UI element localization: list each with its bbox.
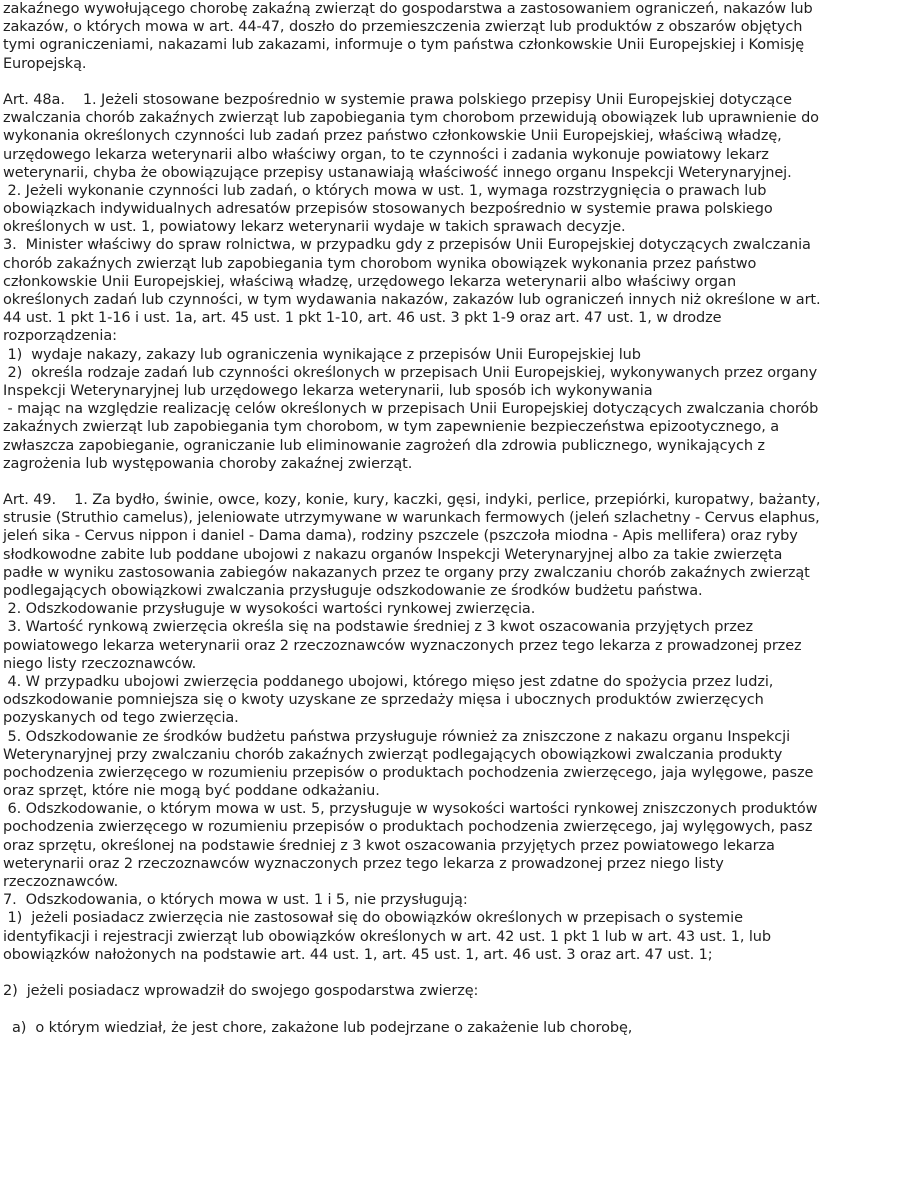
text-line: 7. Odszkodowania, o których mowa w ust. 1 i 5, nie przysługują:: [3, 892, 468, 909]
text-line: odszkodowanie pomniejsza się o kwoty uzyskane ze sprzedaży mięsa i ubocznych produktów zwierzęcych: [3, 692, 764, 709]
text-line: zakaźnego wywołującego chorobę zakaźną zwierząt do gospodarstwa a zastosowaniem ograniczeń, nakazów lub: [3, 1, 813, 17]
text-line: 3. Minister właściwy do spraw rolnictwa, w przypadku gdy z przepisów Unii Europejskiej dotyczących zwalczania: [3, 237, 811, 254]
text-line: rozporządzenia:: [3, 328, 117, 345]
text-line: 2. Odszkodowanie przysługuje w wysokości wartości rynkowej zwierzęcia.: [3, 601, 536, 618]
text-line: obowiązków nałożonych na podstawie art. 44 ust. 1, art. 45 ust. 1, art. 46 ust. 3 oraz art. 47 ust. 1;: [3, 946, 713, 963]
text-line: określonych zadań lub czynności, w tym wydawania nakazów, zakazów lub ograniczeń innych niż określone w art.: [3, 292, 821, 308]
text-line: weterynarii, chyba że obowiązujące przepisy ustanawiają właściwość innego organu Inspekcji Weterynaryjnej.: [3, 164, 792, 181]
text-line: Europejską.: [3, 55, 87, 72]
blank-line: [3, 1000, 916, 1018]
text-line: pozyskanych od tego zwierzęcia.: [3, 710, 239, 727]
blank-line: [3, 473, 916, 491]
text-line: powiatowego lekarza weterynarii oraz 2 rzeczoznawców wyznaczonych przez tego lekarza z prowadzonej przez: [3, 637, 802, 654]
text-line: wykonania określonych czynności lub zadań przez państwo członkowskie Unii Europejskiej, właściwą władzę,: [3, 128, 782, 145]
text-line: 2) określa rodzaje zadań lub czynności określonych w przepisach Unii Europejskiej, wykonywanych przez organy: [3, 364, 818, 381]
text-line: strusie (Struthio camelus), jeleniowate utrzymywane w warunkach fermowych (jeleń szlachetny - Cervus elaphus,: [3, 510, 820, 527]
text-line: urzędowego lekarza weterynarii albo właściwy organ, to te czynności i zadania wykonuje powiatowy lekarz: [3, 146, 769, 163]
text-line: 3. Wartość rynkową zwierzęcia określa się na podstawie średniej z 3 kwot oszacowania przyjętych przez: [3, 619, 754, 636]
text-line: a) o którym wiedział, że jest chore, zakażone lub podejrzane o zakażenie lub chorobę,: [3, 1019, 633, 1036]
text-line: oraz sprzęt, które nie mogą być poddane odkażaniu.: [3, 783, 380, 800]
text-line: Inspekcji Weterynaryjnej lub urzędowego lekarza weterynarii, lub sposób ich wykonywania: [3, 382, 653, 399]
text-line: członkowskie Unii Europejskiej, właściwą władzę, urzędowego lekarza weterynarii albo właściwy organ: [3, 273, 737, 290]
text-line: identyfikacji i rejestracji zwierząt lub obowiązków określonych w art. 42 ust. 1 pkt 1 lub w art. 43 ust. 1, lub: [3, 928, 771, 945]
text-line: 4. W przypadku ubojowi zwierzęcia poddanego ubojowi, którego mięso jest zdatne do spożycia przez ludzi,: [3, 673, 774, 690]
blank-line: [3, 73, 916, 91]
text-line: 2) jeżeli posiadacz wprowadził do swojego gospodarstwa zwierzę:: [3, 983, 479, 1000]
text-line: obowiązkach indywidualnych adresatów przepisów stosowanych bezpośrednio w systemie prawa polskiego: [3, 201, 773, 218]
text-line: - mając na względzie realizację celów określonych w przepisach Unii Europejskiej dotyczących zwalczania chorób: [3, 401, 819, 418]
text-line: pochodzenia zwierzęcego w rozumieniu przepisów o produktach pochodzenia zwierzęcego, jaja wylęgowe, pasze: [3, 764, 814, 781]
text-line: padłe w wyniku zastosowania zabiegów nakazanych przez te organy przy zwalczaniu chorób zakaźnych zwierząt: [3, 564, 810, 581]
text-line: zakaźnych zwierząt lub zapobiegania tym chorobom, w tym zapewnienie bezpieczeństwa epizootycznego, a: [3, 419, 780, 436]
text-line: oraz sprzętu, określonej na podstawie średniej z 3 kwot oszacowania przyjętych przez powiatowego lekarza: [3, 837, 775, 854]
text-line: zakazów, o których mowa w art. 44-47, doszło do przemieszczenia zwierząt lub produktów z obszarów objętych: [3, 19, 803, 36]
text-line: określonych w ust. 1, powiatowy lekarz weterynarii wydaje w takich sprawach decyzje.: [3, 219, 626, 236]
text-line: Weterynaryjnej przy zwalczaniu chorób zakaźnych zwierząt podlegających obowiązkowi zwalczania produkty: [3, 746, 783, 763]
text-line: niego listy rzeczoznawców.: [3, 655, 197, 672]
text-line: pochodzenia zwierzęcego w rozumieniu przepisów o produktach pochodzenia zwierzęcego, jaj wylęgowych, pasz: [3, 819, 813, 836]
text-line: chorób zakaźnych zwierząt lub zapobiegania tym chorobom wynika obowiązek wykonania przez państwo: [3, 255, 757, 272]
text-line: rzeczoznawców.: [3, 874, 119, 890]
text-line: podlegających obowiązkowi zwalczania przysługuje odszkodowanie ze środków budżetu państwa.: [3, 583, 703, 599]
text-line: 1) jeżeli posiadacz zwierzęcia nie zastosował się do obowiązków określonych w przepisach o systemie: [3, 910, 743, 927]
text-line: jeleń sika - Cervus nippon i daniel - Dama dama), rodziny pszczele (pszczoła miodna - Apis mellifera) oraz ryby: [3, 528, 798, 545]
text-line: 1) wydaje nakazy, zakazy lub ograniczenia wynikające z przepisów Unii Europejskiej lub: [3, 346, 641, 363]
text-line: 2. Jeżeli wykonanie czynności lub zadań, o których mowa w ust. 1, wymaga rozstrzygnięcia o prawach lub: [3, 182, 767, 199]
text-line: 44 ust. 1 pkt 1-16 i ust. 1a, art. 45 ust. 1 pkt 1-10, art. 46 ust. 3 pkt 1-9 oraz art. 47 ust. 1, w drodze: [3, 310, 722, 327]
text-line: weterynarii oraz 2 rzeczoznawców wyznaczonych przez tego lekarza z prowadzonej przez niego listy: [3, 855, 724, 872]
text-line: Art. 49. 1. Za bydło, świnie, owce, kozy, konie, kury, kaczki, gęsi, indyki, perlice, przepiórki, kuropatwy, bażanty,: [3, 492, 821, 509]
text-line: zagrożenia lub występowania choroby zakaźnej zwierząt.: [3, 455, 413, 472]
text-line: tymi ograniczeniami, nakazami lub zakazami, informuje o tym państwa członkowskie Unii Europejskiej i Komisję: [3, 37, 805, 54]
text-line: 6. Odszkodowanie, o którym mowa w ust. 5, przysługuje w wysokości wartości rynkowej zniszczonych produktów: [3, 801, 818, 818]
blank-line: [3, 964, 916, 982]
text-line: słodkowodne zabite lub poddane ubojowi z nakazu organów Inspekcji Weterynaryjnej albo za takie zwierzęta: [3, 546, 783, 563]
text-line: Art. 48a. 1. Jeżeli stosowane bezpośrednio w systemie prawa polskiego przepisy Unii Europejskiej dotyczące: [3, 91, 792, 108]
text-line: 5. Odszkodowanie ze środków budżetu państwa przysługuje również za zniszczone z nakazu organu Inspekcji: [3, 728, 791, 745]
text-line: zwłaszcza zapobieganie, ograniczanie lub eliminowanie zagrożeń dla zdrowia publicznego, wynikających z: [3, 437, 765, 454]
text-line: zwalczania chorób zakaźnych zwierząt lub zapobiegania tym chorobom przewidują obowiązek lub uprawnienie do: [3, 110, 819, 127]
